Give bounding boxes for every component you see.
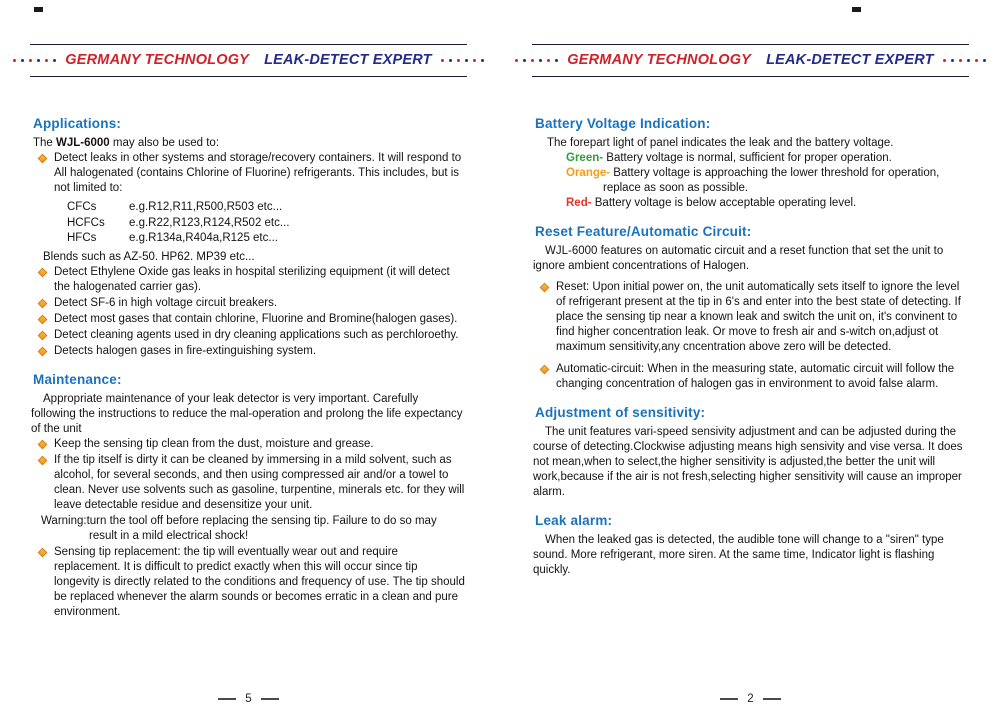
brand-leak-detect-expert: LEAK-DETECT EXPERT	[264, 52, 432, 68]
page-left	[30, 0, 467, 723]
diamond-bullet-icon	[38, 346, 48, 356]
brand-germany-technology: GERMANY TECHNOLOGY	[567, 52, 752, 68]
bullet-text: Reset: Upon initial power on, the unit automatically sets itself to ignore the level of refrigerant present at the tip in 6's and enter into the best state of detecting. If place the sensing tip near a known leak and switch the unit on, it's convinent to find higher concentration leak. Or move to fresh air and s-witch on,adjust ot maximum sensitivity,any cncentration above zero will be detected.	[556, 281, 961, 353]
list-item	[37, 453, 466, 513]
sensitivity-body: The unit features vari-speed sensivity adjustment and can be adjusted during the course of detecting.Clockwise adjusting means high sensivity and vise versa. It does not mean,when to select,the higher sensitivity is adjusted,the better the unit will work,because if the air is not fresh,selecting higher sensitivity will cause an improper alarm.	[533, 426, 963, 498]
section-reset	[533, 224, 968, 392]
bullet-text: If the tip itself is dirty it can be cleaned by immersing in a mild solvent, such as alcohol, for several seconds, and then using compressed air and/or a towel to clean. Never use solvents such as gasoline, turpentine, minerals etc. for they will leave detectable residue and desensitize your unit.	[54, 453, 465, 511]
maintenance-heading: Maintenance:	[33, 371, 122, 387]
applications-heading: Applications:	[33, 116, 122, 131]
footer-dash	[720, 698, 738, 700]
table-row	[67, 200, 466, 216]
diamond-bullet-icon	[38, 547, 48, 557]
page-number-left	[30, 693, 467, 705]
leak-alarm-heading: Leak alarm:	[535, 513, 613, 528]
battery-label-orange: Orange-	[566, 167, 611, 179]
refrigerant-examples: e.g.R22,R123,R124,R502 etc...	[129, 216, 290, 229]
refrigerant-examples: e.g.R134a,R404a,R125 etc...	[129, 232, 278, 244]
refrigerant-name: CFCs	[67, 201, 97, 213]
refrigerant-examples: e.g.R12,R11,R500,R503 etc...	[129, 201, 283, 213]
list-item	[37, 328, 466, 343]
bullet-text: Detect Ethylene Oxide gas leaks in hospital sterilizing equipment (it will detect the halogenated carrier gas).	[54, 265, 450, 293]
refrigerant-name: HCFCs	[67, 216, 105, 229]
diamond-bullet-icon	[38, 314, 48, 324]
section-sensitivity	[533, 405, 968, 500]
header-dots-right	[943, 59, 986, 62]
intro-suffix: may also be used to:	[109, 137, 220, 149]
refrigerant-table	[67, 200, 466, 247]
warning-line-1: Warning:turn the tool off before replacing the sensing tip. Failure to do so may	[41, 514, 437, 527]
diamond-bullet-icon	[540, 283, 550, 293]
battery-text: Battery voltage is below acceptable operating level.	[594, 197, 857, 209]
bullet-text: Detect most gases that contain chlorine, Fluorine and Bromine(halogen gases).	[54, 312, 458, 325]
section-maintenance	[31, 372, 466, 620]
brand-germany-technology: GERMANY TECHNOLOGY	[65, 52, 250, 68]
header-dots-left	[13, 59, 56, 62]
applications-intro	[33, 136, 466, 151]
model-name: WJL-6000	[56, 137, 110, 149]
section-applications	[31, 116, 466, 359]
diamond-bullet-icon	[38, 439, 48, 449]
bullet-text: Keep the sensing tip clean from the dust, moisture and grease.	[54, 437, 374, 450]
diamond-bullet-icon	[38, 267, 48, 277]
battery-heading: Battery Voltage Indication:	[535, 116, 711, 131]
header-dots-left	[515, 59, 558, 62]
masthead-right	[532, 44, 969, 77]
list-item	[37, 437, 466, 452]
battery-text: Battery voltage is approaching the lower threshold for operation, replace as soon as possible.	[603, 167, 940, 194]
refrigerant-name: HFCs	[67, 232, 97, 244]
page-number: 2	[747, 693, 754, 705]
intro-prefix: The	[33, 137, 57, 149]
battery-item-orange	[533, 166, 968, 196]
diamond-bullet-icon	[38, 298, 48, 308]
diamond-bullet-icon	[38, 330, 48, 340]
page-number: 5	[245, 693, 252, 705]
footer-dash	[763, 698, 781, 700]
diamond-bullet-icon	[38, 455, 48, 465]
blends-note: Blends such as AZ-50. HP62. MP39 etc...	[43, 250, 255, 263]
footer-dash	[218, 698, 236, 700]
table-row	[67, 231, 466, 247]
battery-intro: The forepart light of panel indicates the leak and the battery voltage.	[547, 137, 894, 149]
battery-text: Battery voltage is normal, sufficient for proper operation.	[606, 152, 892, 164]
section-battery	[533, 116, 968, 211]
list-item	[37, 545, 466, 620]
bullet-text: Detect cleaning agents used in dry cleaning applications such as perchloroethy.	[54, 328, 459, 341]
bullet-text: Automatic-circuit: When in the measuring state, automatic circuit will follow the changing concentration of halogen gas in environment to avoid false alarm.	[556, 363, 955, 390]
list-item	[37, 265, 466, 295]
section-leak-alarm	[533, 513, 968, 578]
reset-heading: Reset Feature/Automatic Circuit:	[535, 224, 752, 239]
page-number-right	[532, 693, 969, 705]
table-row	[67, 216, 466, 232]
bullet-text: Detect SF-6 in high voltage circuit breakers.	[54, 296, 278, 309]
leak-alarm-body: When the leaked gas is detected, the audible tone will change to a "siren" type sound. More refrigerant, more siren. At the same time, Indicator light is flashing quickly.	[533, 534, 944, 576]
list-item	[37, 151, 466, 196]
warning-line-2: result in a mild electrical shock!	[89, 529, 249, 542]
battery-label-red: Red-	[566, 197, 592, 209]
page-right	[532, 0, 969, 723]
list-item	[539, 280, 968, 355]
list-item	[539, 362, 968, 392]
bullet-text: Sensing tip replacement: the tip will eventually wear out and require replacement. It is difficult to predict exactly when this will occur since tip longevity is directly related to the conditions and frequency of use. The tip should be replaced whenever the alarm sounds or becomes erratic in a clean and pure environment.	[54, 545, 465, 618]
reset-intro: WJL-6000 features on automatic circuit and a reset function that set the unit to ignore ambient concentrations of Halogen.	[533, 245, 944, 272]
header-dots-right	[441, 59, 484, 62]
list-item	[37, 312, 466, 327]
sensitivity-heading: Adjustment of sensitivity:	[535, 405, 706, 420]
masthead-left	[30, 44, 467, 77]
diamond-bullet-icon	[38, 154, 48, 164]
maintenance-intro: Appropriate maintenance of your leak detector is very important. Carefully following the instructions to reduce the mal-operation and prolong the life expectancy of the unit	[31, 392, 463, 435]
brand-leak-detect-expert: LEAK-DETECT EXPERT	[766, 52, 934, 68]
bullet-text: Detect leaks in other systems and storage/recovery containers. It will respond to All halogenated (contains Chlorine of Fluorine) refrigerants. This includes, but is not limited to:	[54, 152, 462, 194]
page-left-content	[30, 116, 467, 620]
warning-note	[41, 514, 466, 544]
battery-item-red	[533, 196, 968, 211]
list-item	[37, 296, 466, 311]
list-item	[37, 344, 466, 359]
footer-dash	[261, 698, 279, 700]
page-right-content	[532, 116, 969, 578]
battery-label-green: Green-	[566, 152, 604, 164]
bullet-text: Detects halogen gases in fire-extinguishing system.	[54, 344, 317, 357]
battery-item-green	[533, 151, 968, 166]
diamond-bullet-icon	[540, 365, 550, 375]
